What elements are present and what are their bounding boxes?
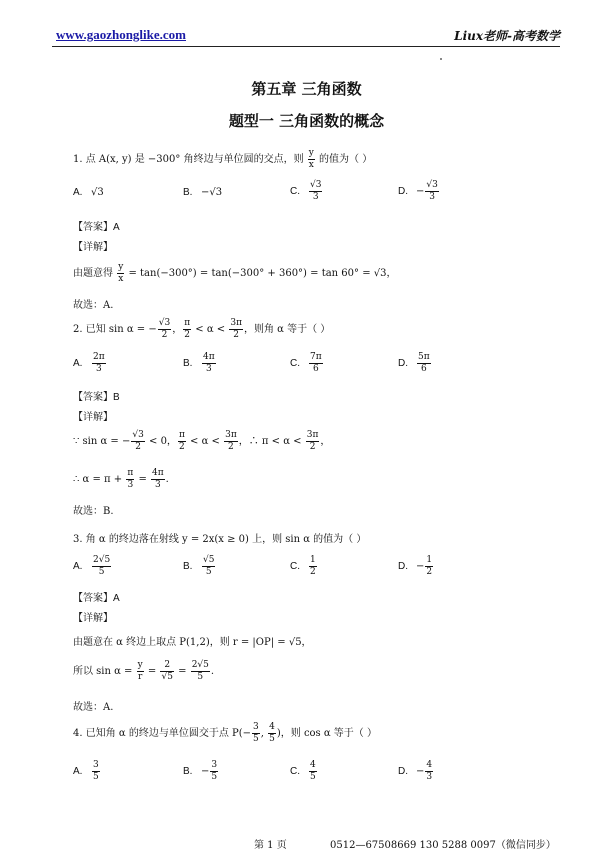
q4-stem: 4. 已知角 α 的终边与单位圆交于点 P(− $\frac{3}{5}$ , $\frac{4}{5}$ )，则 cos α 等于（ ） [73,722,377,744]
q3-solution-line-1: 由题意在 α 终边上取点 P(1,2)，则 r = |OP| = √5， [73,637,312,648]
speck [440,58,442,60]
q2-option-a: A. $\frac{2\pi}{3}$ [73,352,105,374]
q4-option-a: A. $\frac{3}{5}$ [73,760,99,782]
q4-option-b: B. − $\frac{3}{5}$ [183,760,218,782]
chapter-title: 第五章 三角函数 [251,80,362,98]
q3-option-a: A. $\frac{2√5}{5}$ [73,555,111,577]
q2-solution-line-2: ∴ α = π + $\frac{\pi}{3}$ = $\frac{4\pi}{3}$ . [73,468,169,490]
teacher-label: Liux老师-高考数学 [454,29,560,43]
q3-option-b: B. $\frac{√5}{5}$ [183,555,215,577]
q1-detail-label: 【详解】 [73,242,113,253]
q1-solution: 由题意得 $\frac{y}{x}$ = tan(−300°) = tan(−300° + 360°) = tan 60° = √3， [73,262,397,284]
q3-conclusion: 故选：A. [73,702,114,713]
q2-solution-line-1: ∵ sin α = − $\frac{√3}{2}$ < 0， $\frac{\pi}{2}$ < α < $\frac{3\pi}{2}$ ，∴ π < α < $\frac{3\pi}{2}$ ， [73,430,331,452]
website-link[interactable]: www.gaozhonglike.com [56,27,186,42]
q2-stem: 2. 已知 sin α = − $\frac{√3}{2}$ ， $\frac{\pi}{2}$ < α < $\frac{3\pi}{2}$ ，则角 α 等于（ ） [73,318,331,340]
q2-option-c: C. $\frac{7\pi}{6}$ [290,352,322,374]
q1-option-a: A. √3 [73,187,104,198]
q3-detail-label: 【详解】 [73,613,113,624]
q2-detail-label: 【详解】 [73,412,113,423]
q3-solution-line-2: 所以 sin α = $\frac{y}{r}$ = $\frac{2}{√5}$ = $\frac{2√5}{5}$ . [73,660,215,682]
q2-option-b: B. $\frac{4\pi}{3}$ [183,352,215,374]
q1-option-c: C. $\frac{√3}{3}$ [290,180,322,202]
q4-option-c: C. $\frac{4}{5}$ [290,760,316,782]
q2-conclusion: 故选：B. [73,506,114,517]
q1-option-d: D. − $\frac{√3}{3}$ [398,180,438,202]
header-divider [52,46,560,47]
topic-title: 题型一 三角函数的概念 [228,112,385,130]
q2-option-d: D. $\frac{5\pi}{6}$ [398,352,430,374]
q1-conclusion: 故选：A. [73,300,114,311]
q1-option-b: B. −√3 [183,187,223,198]
q3-answer: 【答案】A [73,593,120,604]
q4-option-d: D. − $\frac{4}{3}$ [398,760,433,782]
q3-option-d: D. − $\frac{1}{2}$ [398,555,433,577]
page-number: 第 1 页 [254,840,287,851]
q1-answer: 【答案】A [73,222,120,233]
contact-info: 0512—67508669 130 5288 0097（微信同步） [330,840,556,851]
q2-answer: 【答案】B [73,392,120,403]
q3-option-c: C. $\frac{1}{2}$ [290,555,316,577]
q1-stem: 1. 点 A(x, y) 是 −300° 角终边与单位圆的交点，则 $\frac{y}{x}$ 的值为（ ） [73,148,373,170]
q3-stem: 3. 角 α 的终边落在射线 y = 2x(x ≥ 0) 上，则 sin α 的值为（ ） [73,534,367,545]
